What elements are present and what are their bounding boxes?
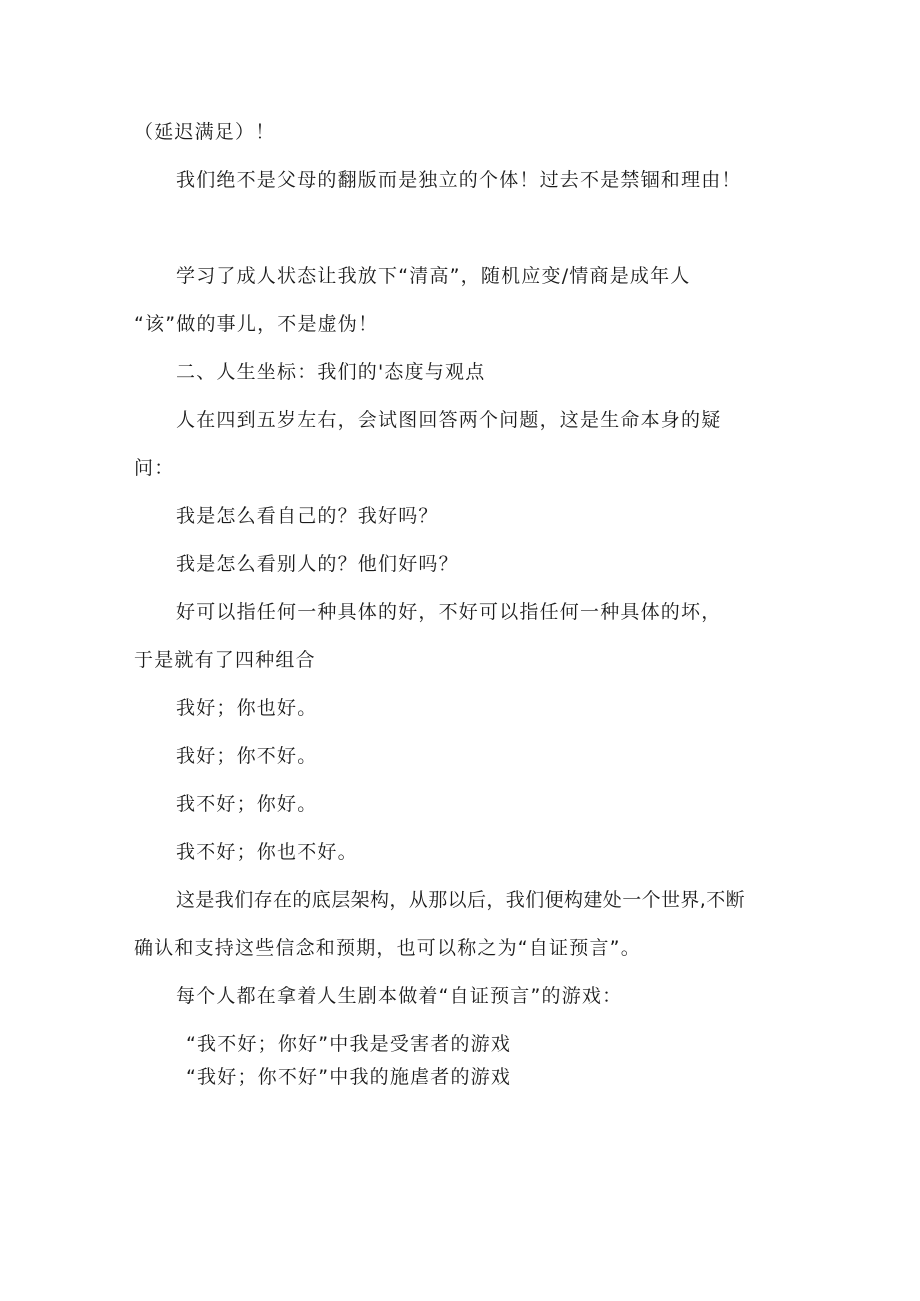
text-line-combination-2: 我好；你不好。 <box>176 745 318 767</box>
text-line-independent-individual: 我们绝不是父母的翻版而是独立的个体！过去不是禁锢和理由！ <box>176 169 742 191</box>
text-line-combination-4: 我不好；你也不好。 <box>176 841 358 863</box>
text-line-persecutor-game: “我好；你不好”中我的施虐者的游戏 <box>186 1066 512 1088</box>
text-line-four-combinations: 于是就有了四种组合 <box>134 649 316 671</box>
text-line-four-five-years: 人在四到五岁左右，会试图回答两个问题，这是生命本身的疑 <box>176 409 722 431</box>
text-line-adult-state: 学习了成人状态让我放下“清高”，随机应变/情商是成年人 <box>176 265 691 287</box>
text-line-victim-game: “我不好；你好”中我是受害者的游戏 <box>186 1033 512 1055</box>
text-line-self-fulfilling-prophecy: 确认和支持这些信念和预期，也可以称之为“自证预言”。 <box>134 937 641 959</box>
text-line-how-see-others: 我是怎么看别人的？他们好吗？ <box>176 553 459 575</box>
text-line-not-hypocrisy: “该”做的事儿，不是虚伪！ <box>134 313 379 335</box>
section-heading-life-coordinates: 二、人生坐标：我们的'态度与观点 <box>176 361 486 383</box>
text-line-good-bad-definition: 好可以指任何一种具体的好，不好可以指任何一种具体的坏， <box>176 601 722 623</box>
text-line-combination-1: 我好；你也好。 <box>176 697 318 719</box>
text-line-combination-3: 我不好；你好。 <box>176 793 318 815</box>
text-line-delayed-gratification: （延迟满足）！ <box>134 121 276 143</box>
text-line-life-script-game: 每个人都在拿着人生剧本做着“自证预言”的游戏： <box>176 985 623 1007</box>
text-line-how-see-self: 我是怎么看自己的？我好吗？ <box>176 505 439 527</box>
text-line-underlying-structure: 这是我们存在的底层架构，从那以后，我们便构建处一个世界,不断 <box>176 889 746 911</box>
text-line-question: 问： <box>134 457 175 479</box>
